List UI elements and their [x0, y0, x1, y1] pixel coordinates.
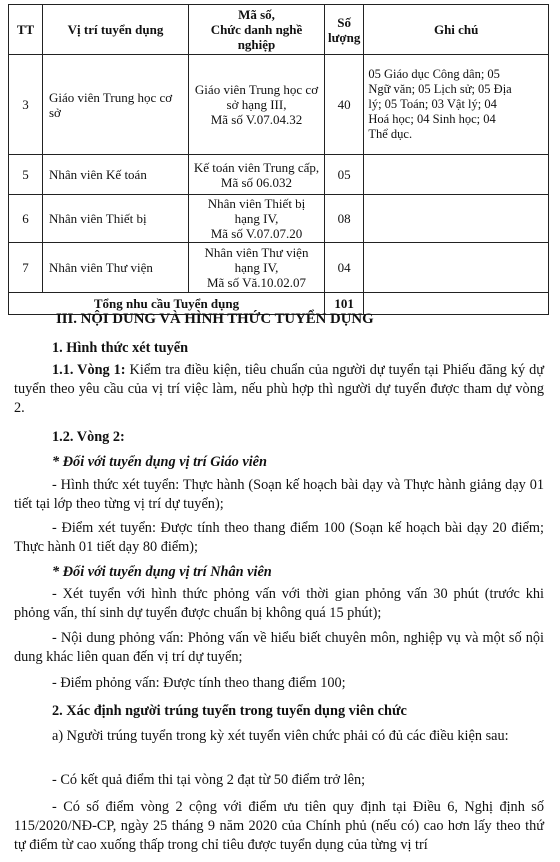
- round1-text: Kiểm tra điều kiện, tiêu chuẩn của người dự tuyển tại Phiếu đăng ký dự tuyển theo yêu cầu của vị trí việc làm, nếu phù hợp thì người dự tuyển được tham dự vòng 2.: [14, 362, 544, 416]
- cell-position: Nhân viên Thiết bị: [43, 195, 189, 243]
- code-line: Mã số Vă.10.02.07: [206, 275, 307, 290]
- note-line: Hoá học; 04 Sinh học; 04: [368, 112, 496, 126]
- paragraph-staff-score: - Điểm phỏng vấn: Được tính theo thang điểm 100;: [52, 675, 346, 691]
- table-row: [9, 55, 549, 155]
- round1-label: 1.1. Vòng 1:: [52, 362, 126, 378]
- code-line: Mã số 06.032: [220, 174, 293, 190]
- cell-code: [189, 195, 325, 243]
- paragraph-teacher-score: - Điểm xét tuyển: Được tính theo thang điểm 100 (Soạn kế hoạch bài dạy 20 điểm; Thực hành 01 tiết dạy 80 điểm);: [14, 520, 544, 555]
- cell-code: [189, 55, 325, 155]
- paragraph-teacher-form: - Hình thức xét tuyển: Thực hành (Soạn kế hoạch bài dạy và Thực hành giảng dạy 01 tiết tại lớp theo từng vị trí dự tuyển);: [14, 477, 544, 512]
- note-line: Ngữ văn; 05 Lịch sử; 05 Địa: [368, 82, 512, 96]
- code-line: Kế toán viên Trung cấp,: [193, 159, 320, 175]
- header-code: [189, 5, 325, 55]
- cell-qty: 04: [325, 243, 364, 293]
- header-qty-line: lượng: [328, 29, 361, 45]
- paragraph-condition-1: - Có kết quả điểm thi tại vòng 2 đạt từ 50 điểm trở lên;: [52, 772, 366, 788]
- cell-position: Nhân viên Kế toán: [43, 155, 189, 195]
- header-note: Ghi chú: [364, 5, 549, 55]
- note-line: Thể dục.: [368, 127, 413, 141]
- total-value: 101: [325, 293, 364, 315]
- cell-tt: 7: [9, 243, 43, 293]
- table-row: [9, 243, 549, 293]
- paragraph-staff-form: - Xét tuyển với hình thức phỏng vấn với thời gian phỏng vấn 30 phút (trước khi phỏng vấn, thí sinh dự tuyển được chuẩn bị không quá 15 phút);: [14, 586, 544, 621]
- code-line: sở hạng III,: [226, 97, 287, 112]
- paragraph-staff-content: - Nội dung phỏng vấn: Phỏng vấn về hiểu biết chuyên môn, nghiệp vụ và một số nội dung khác liên quan đến vị trí dự tuyển;: [14, 630, 544, 665]
- cell-qty: 08: [325, 195, 364, 243]
- total-label: Tổng nhu cầu Tuyển dụng: [9, 293, 325, 315]
- code-line: Mã số V.07.04.32: [210, 112, 303, 127]
- position-line: Giáo viên Trung học cơ: [49, 89, 173, 105]
- header-qty-line: Số: [337, 14, 352, 30]
- table-row: [9, 195, 549, 243]
- header-tt: TT: [9, 5, 43, 55]
- cell-tt: 5: [9, 155, 43, 195]
- note-line: 05 Giáo dục Công dân; 05: [368, 67, 500, 81]
- cell-position: Nhân viên Thư viện: [43, 243, 189, 293]
- paragraph-round1: [14, 361, 544, 418]
- heading-round2: 1.2. Vòng 2:: [52, 429, 125, 445]
- cell-note: [364, 55, 549, 155]
- heading-2: 2. Xác định người trúng tuyển trong tuyển dụng viên chức: [52, 703, 407, 719]
- heading-teacher: * Đối với tuyển dụng vị trí Giáo viên: [52, 454, 267, 470]
- cell-qty: 05: [325, 155, 364, 195]
- cell-code: [189, 155, 325, 195]
- heading-1: 1. Hình thức xét tuyển: [52, 340, 189, 356]
- cell-position: [43, 55, 189, 155]
- recruitment-table: [8, 4, 549, 315]
- paragraph-condition-2: - Có số điểm vòng 2 cộng với điểm ưu tiên quy định tại Điều 6, Nghị định số 115/2020/NĐ-CP, ngày 25 tháng 9 năm 2020 của Chính phủ (nếu có) cao hơn lấy theo thứ tự điểm từ cao xuống thấp trong chỉ tiêu được tuyển dụng của từng vị trí: [14, 799, 544, 853]
- cell-note: [364, 243, 549, 293]
- code-line: Mã số V.07.07.20: [210, 226, 303, 241]
- header-code-line: Mã số,: [238, 7, 275, 22]
- table-row: [9, 155, 549, 195]
- cell-tt: 6: [9, 195, 43, 243]
- paragraph-winner: a) Người trúng tuyển trong kỳ xét tuyển viên chức phải có đủ các điều kiện sau:: [52, 728, 509, 744]
- position-line: sở: [49, 104, 61, 120]
- heading-staff: * Đối với tuyển dụng vị trí Nhân viên: [52, 564, 272, 580]
- table-header-row: [9, 5, 549, 55]
- section-heading: III. NỘI DUNG VÀ HÌNH THỨC TUYỂN DỤNG: [56, 311, 374, 327]
- header-code-line: nghiệp: [237, 37, 276, 52]
- code-line: hạng IV,: [234, 260, 279, 275]
- code-line: Nhân viên Thiết bị: [207, 196, 306, 211]
- cell-qty: 40: [325, 55, 364, 155]
- note-line: lý; 05 Toán; 03 Vật lý; 04: [368, 97, 497, 111]
- cell-tt: 3: [9, 55, 43, 155]
- cell-code: [189, 243, 325, 293]
- header-qty: [325, 5, 364, 55]
- code-line: hạng IV,: [234, 211, 279, 226]
- cell-note: [364, 155, 549, 195]
- code-line: Giáo viên Trung học cơ: [194, 82, 319, 97]
- code-line: Nhân viên Thư viện: [204, 245, 309, 260]
- header-position: Vị trí tuyển dụng: [43, 5, 189, 55]
- header-code-line: Chức danh nghề: [210, 22, 303, 37]
- cell-note: [364, 195, 549, 243]
